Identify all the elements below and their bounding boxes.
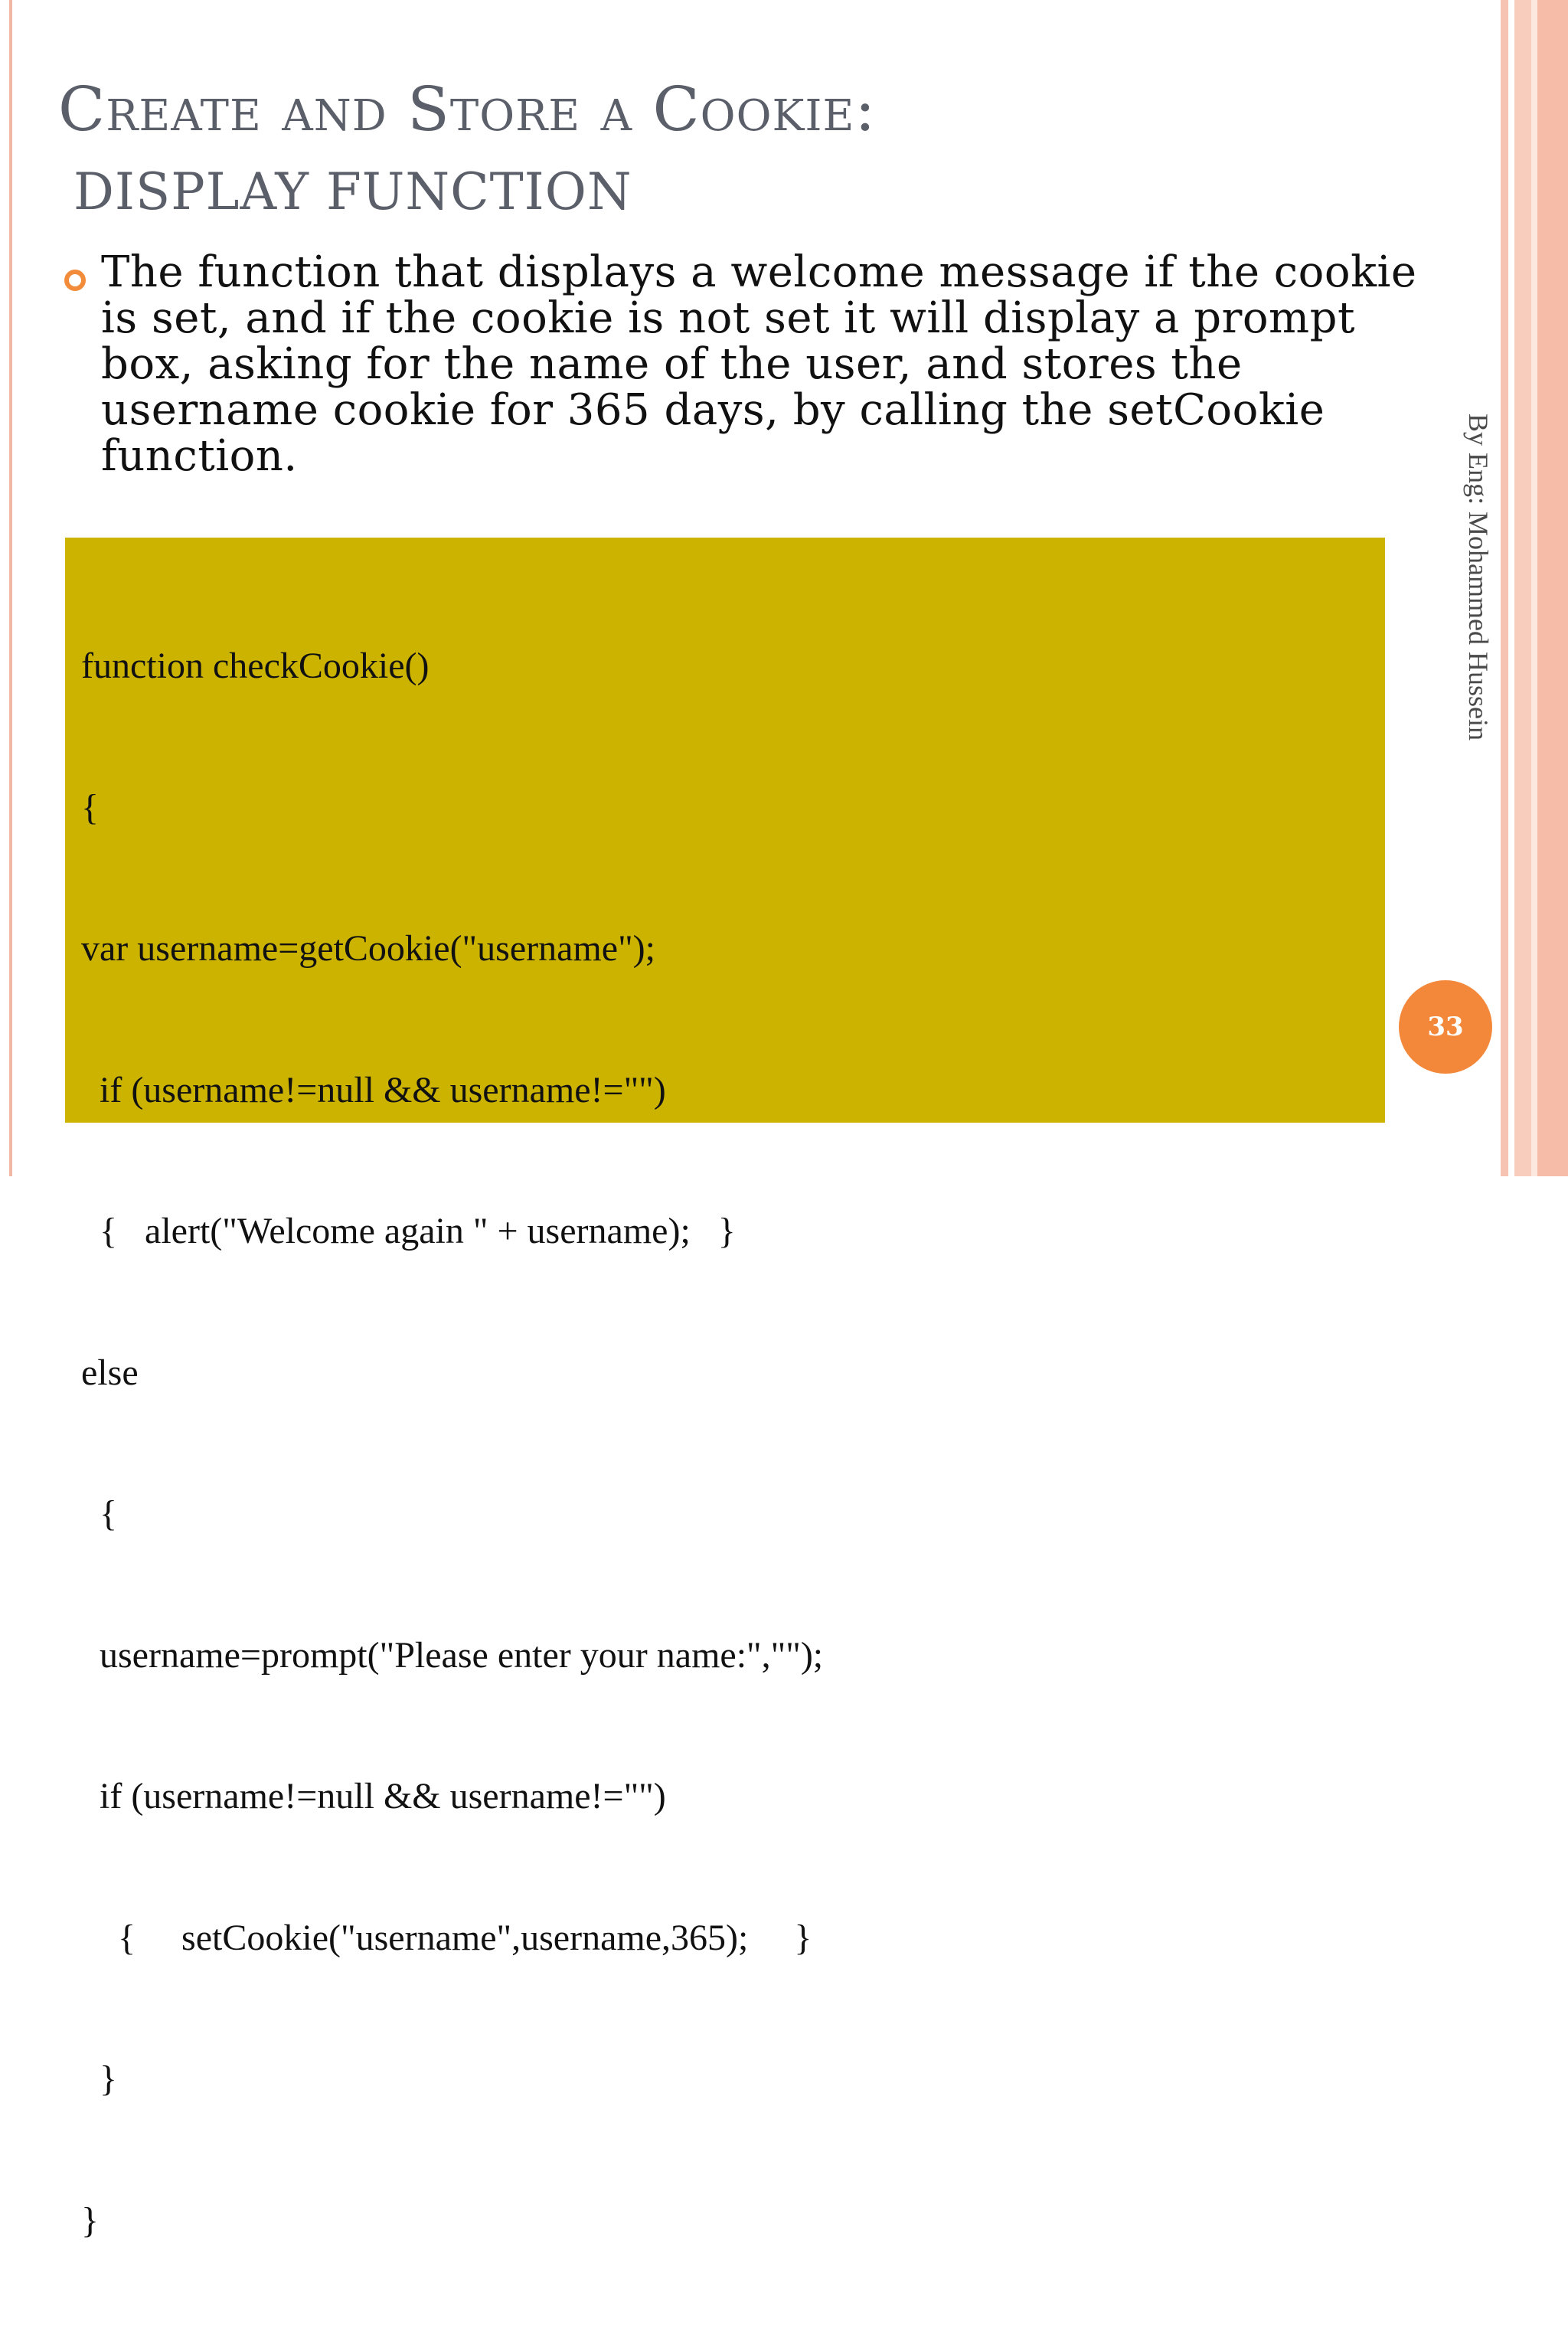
code-line: function checkCookie() — [81, 646, 430, 686]
code-line: { alert("Welcome again " + username); } — [81, 1211, 736, 1251]
code-line: if (username!=null && username!="") — [81, 1069, 666, 1110]
code-line: { — [81, 786, 100, 828]
right-decorative-stripe — [1531, 0, 1537, 1176]
code-text — [81, 548, 823, 2338]
left-border-line — [9, 0, 12, 1176]
code-line: if (username!=null && username!="") — [81, 1776, 666, 1816]
bullet-icon — [64, 270, 86, 291]
code-line: } — [81, 2199, 100, 2241]
code-line: } — [81, 2058, 118, 2099]
right-decorative-stripe — [1537, 0, 1568, 1176]
code-line: else — [81, 1352, 139, 1393]
slide-title: Create and Store a Cookie: — [58, 74, 877, 145]
author-credit: By Eng: Mohammed Hussein — [1463, 414, 1494, 741]
right-decorative-stripe — [1501, 0, 1508, 1176]
code-line: { — [81, 1493, 118, 1534]
code-line: { setCookie("username",username,365); } — [81, 1917, 812, 1958]
right-decorative-stripe — [1514, 0, 1531, 1176]
page-number-badge — [1399, 980, 1492, 1074]
code-line: var username=getCookie("username"); — [81, 928, 655, 969]
bullet-text: The function that displays a welcome message if the cookie is set, and if the cookie is not set it will display a prompt box, asking for the name of the user, and stores the username cookie for 365 days, by calling the setCookie function. — [101, 247, 1417, 481]
slide-subtitle: DISPLAY FUNCTION — [74, 162, 632, 221]
code-line: username=prompt("Please enter your name:",""); — [81, 1634, 824, 1676]
page-number: 33 — [1427, 1012, 1464, 1042]
